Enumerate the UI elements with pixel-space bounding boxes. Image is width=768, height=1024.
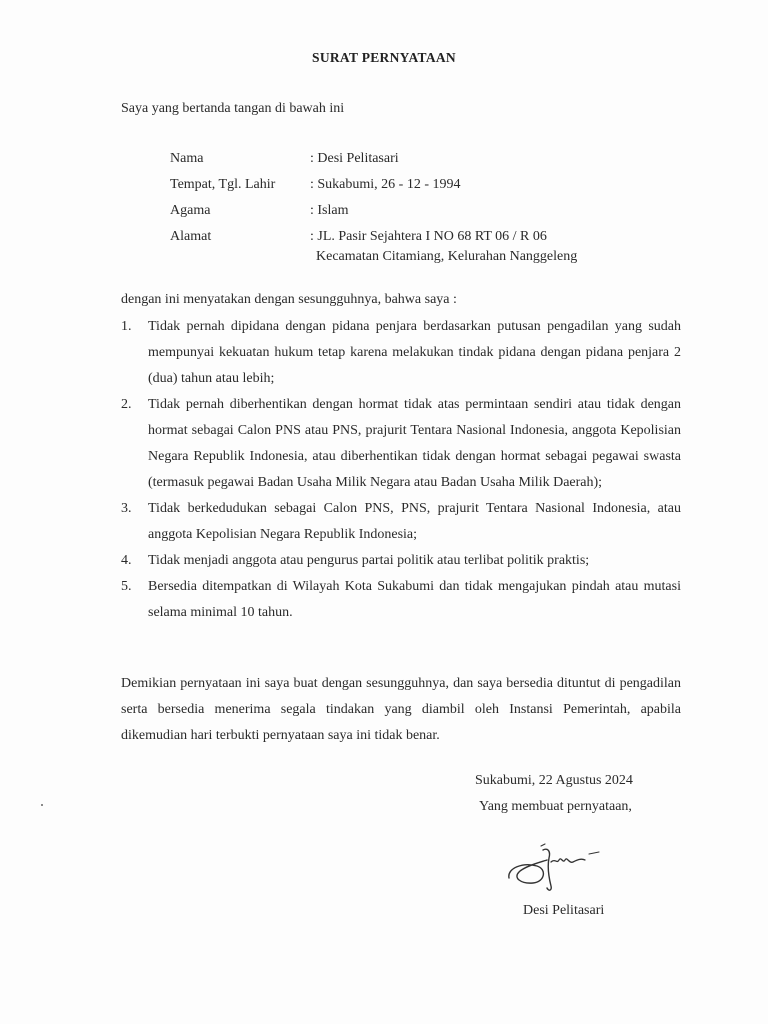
identity-label: Nama — [170, 151, 204, 166]
identity-value — [310, 200, 640, 226]
identity-value-line: : JL. Pasir Sejahtera I NO 68 RT 06 / R 06 — [310, 229, 547, 244]
identity-value — [310, 148, 640, 174]
statement-list — [121, 314, 681, 626]
list-number: 5. — [121, 579, 132, 594]
list-number: 3. — [121, 501, 132, 516]
document-title: SURAT PERNYATAAN — [312, 50, 456, 65]
identity-label: Tempat, Tgl. Lahir — [170, 177, 276, 192]
list-number: 4. — [121, 553, 132, 568]
closing-paragraph: Demikian pernyataan ini saya buat dengan sesungguhnya, dan saya bersedia dituntut di pengadilan serta bersedia menerima segala tindakan yang diambil oleh Instansi Pemerintah, apabila dikemudian hari terbukti pernyataan saya ini tidak benar. — [121, 676, 681, 743]
identity-value-line: : Desi Pelitasari — [310, 151, 399, 166]
list-text: Tidak pernah dipidana dengan pidana penjara berdasarkan putusan pengadilan yang sudah mempunyai kekuatan hukum tetap karena melakukan tindak pidana dengan pidana penjara 2 (dua) tahun atau lebih; — [148, 319, 681, 386]
list-text: Tidak menjadi anggota atau pengurus partai politik atau terlibat politik praktis; — [148, 553, 590, 568]
list-item — [121, 496, 681, 548]
identity-value-line: : Sukabumi, 26 - 12 - 1994 — [310, 177, 461, 192]
identity-value — [310, 226, 640, 270]
maker-label: Yang membuat pernyataan, — [479, 799, 632, 814]
list-text: Tidak berkedudukan sebagai Calon PNS, PNS, prajurit Tentara Nasional Indonesia, atau anggota Kepolisian Negara Republik Indonesia; — [148, 501, 681, 542]
list-item — [121, 314, 681, 392]
list-text: Tidak pernah diberhentikan dengan hormat tidak atas permintaan sendiri atau tidak dengan hormat sebagai Calon PNS atau PNS, prajurit Tentara Nasional Indonesia, anggota Kepolisian Negara Republik Indonesia, atau diberhentikan tidak dengan hormat sebagai pegawai swasta (termasuk pegawai Badan Usaha Milik Negara atau Badan Usaha Milik Daerah); — [148, 397, 681, 490]
signature-image — [503, 838, 613, 898]
identity-value — [310, 174, 640, 200]
identity-value-line: : Islam — [310, 203, 349, 218]
identity-row-address — [170, 226, 640, 270]
list-item — [121, 574, 681, 626]
identity-label: Alamat — [170, 229, 212, 244]
list-text: Bersedia ditempatkan di Wilayah Kota Sukabumi dan tidak mengajukan pindah atau mutasi selama minimal 10 tahun. — [148, 579, 681, 620]
place-date: Sukabumi, 22 Agustus 2024 — [475, 773, 633, 788]
list-item — [121, 548, 681, 574]
list-item — [121, 392, 681, 496]
scan-speck — [41, 804, 43, 806]
statement-intro: dengan ini menyatakan dengan sesungguhnya, bahwa saya : — [121, 292, 457, 307]
intro-text: Saya yang bertanda tangan di bawah ini — [121, 101, 345, 116]
identity-block — [170, 148, 640, 270]
list-number: 2. — [121, 397, 132, 412]
list-number: 1. — [121, 319, 132, 334]
identity-label: Agama — [170, 203, 211, 218]
signer-name: Desi Pelitasari — [523, 903, 605, 918]
identity-row-birth — [170, 174, 640, 200]
identity-value-line-2: Kecamatan Citamiang, Kelurahan Nanggeleng — [316, 249, 578, 264]
identity-row-religion — [170, 200, 640, 226]
identity-row-name — [170, 148, 640, 174]
